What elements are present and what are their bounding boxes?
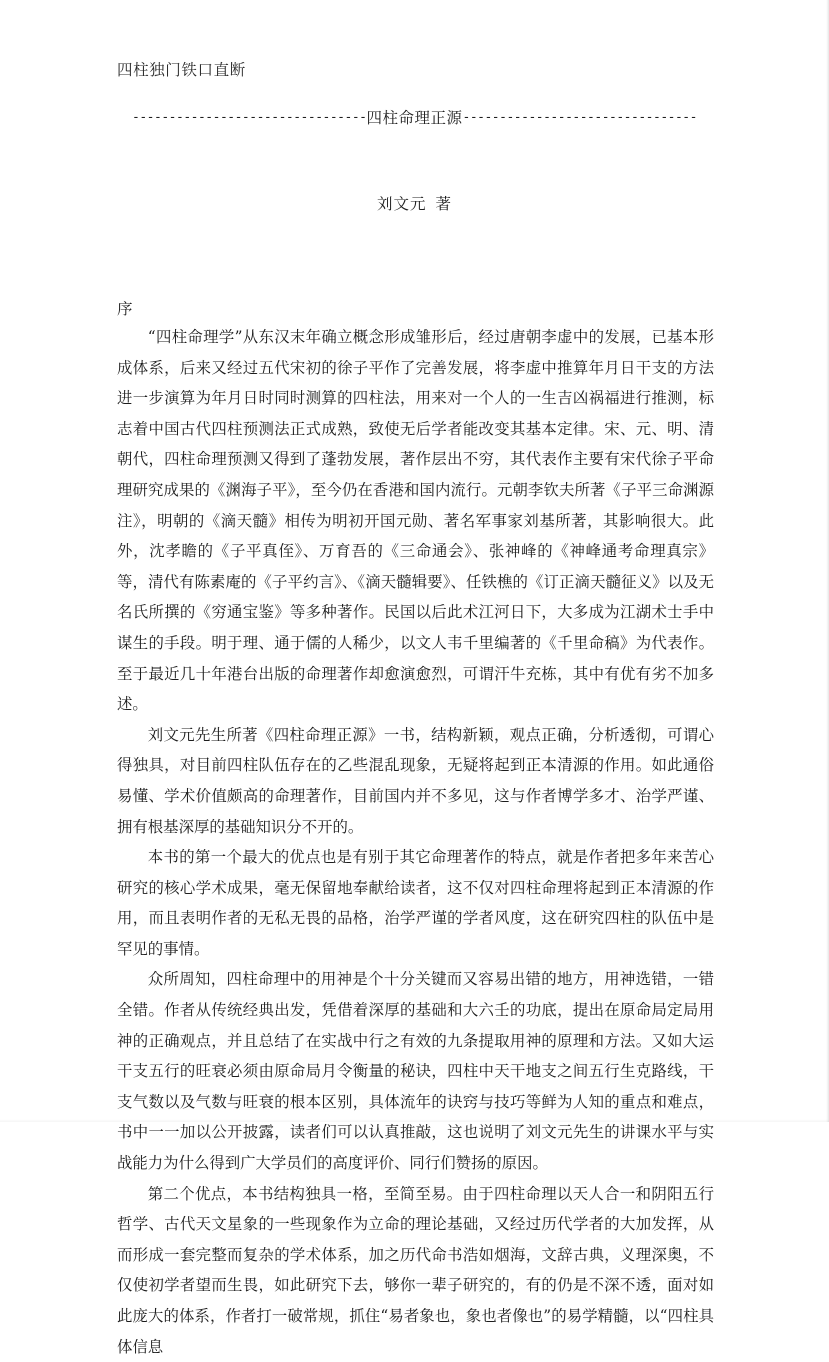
running-head: 四柱独门铁口直断: [117, 61, 246, 79]
dash-rule-right: --------------------------------: [462, 110, 697, 125]
preface-paragraph: 刘文元先生所著《四柱命理正源》一书，结构新颖，观点正确，分析透彻，可谓心得独具，对目前四柱队伍存在的乙些混乱现象，无疑将起到正本清源的作用。如此通俗易懂、学术价值颇高的命理著作，目前国内并不多见，这与作者博学多才、治学严谨、拥有根基深厚的基础知识分不开的。: [117, 725, 714, 836]
preface-paragraph: “四柱命理学”从东汉末年确立概念形成雏形后，经过唐朝李虚中的发展，已基本形成体系，后来又经过五代宋初的徐子平作了完善发展，将李虚中推算年月日干支的方法进一步演算为年月日时同时测算的四柱法，用来对一个人的一生吉凶祸福进行推测，标志着中国古代四柱预测法正式成熟，致使无后学者能改变其基本定律。宋、元、明、清朝代，四柱命理预测又得到了蓬勃发展，著作层出不穷，其代表作主要有宋代徐子平命理研究成果的《渊海子平》，至今仍在香港和国内流行。元朝李钦夫所著《子平三命渊源注》，明朝的《滴天髓》相传为明初开国元勋、著名军事家刘基所著，其影响很大。此外，沈孝瞻的《子平真侄》、万育吾的《三命通会》、张神峰的《神峰通考命理真宗》等，清代有陈素庵的《子平约言》、《滴天髓辑要》、任铁樵的《订正滴天髓征义》以及无名氏所撰的《穷通宝鉴》等多种著作。民国以后此术江河日下，大多成为江湖术士手中谋生的手段。明于理、通于儒的人稀少，以文人韦千里编著的《千里命稿》为代表作。至于最近几十年港台出版的命理著作却愈演愈烈，可谓汗牛充栋，其中有优有劣不加多述。: [117, 328, 714, 714]
dash-rule-left: --------------------------------: [132, 110, 367, 125]
preface-body: [117, 322, 714, 1362]
preface-heading: 序: [117, 300, 133, 318]
byline: [117, 192, 712, 214]
preface-paragraph: 本书的第一个最大的优点也是有别于其它命理著作的特点，就是作者把多年来苦心研究的核心学术成果，毫无保留地奉献给读者，这不仅对四柱命理将起到正本清源的作用，而且表明作者的无私无畏的品格，治学严谨的学者风度，这在研究四柱的队伍中是罕见的事情。: [117, 848, 714, 958]
preface-paragraph: 众所周知，四柱命理中的用神是个十分关键而又容易出错的地方，用神选错，一错全错。作者从传统经典出发，凭借着深厚的基础和大六壬的功底，提出在原命局定局用神的正确观点，并且总结了在实战中行之有效的九条提取用神的原理和方法。又如大运干支五行的旺衰必须由原命局月令衡量的秘诀，四柱中天干地支之间五行生克路线，干支气数以及气数与旺衰的根本区别，具体流年的诀窍与技巧等鲜为人知的重点和难点，书中一一加以公开披露，读者们可以认真推敲，这也说明了刘文元先生的讲课水平与实战能力为什么得到广大学员们的高度评价、同行们赞扬的原因。: [117, 970, 714, 1173]
author-role: 著: [435, 195, 453, 213]
book-title: 四柱命理正源: [366, 109, 463, 127]
preface-paragraph: 第二个优点，本书结构独具一格，至简至易。由于四柱命理以天人合一和阴阳五行哲学、古代天文星象的一些现象作为立命的理论基础，又经过历代学者的大加发挥，从而形成一套完整而复杂的学术体系，加之历代命书浩如烟海，文辞古典，义理深奥，不仅使初学者望而生畏，如此研究下去，够你一辈子研究的，有的仍是不深不透，面对如此庞大的体系，作者打一破常规，抓住“易者象也，象也者像也”的易学精髓，以“四柱具体信息: [117, 1184, 714, 1356]
author-name: 刘文元: [376, 195, 427, 213]
book-title-line: [117, 106, 712, 128]
